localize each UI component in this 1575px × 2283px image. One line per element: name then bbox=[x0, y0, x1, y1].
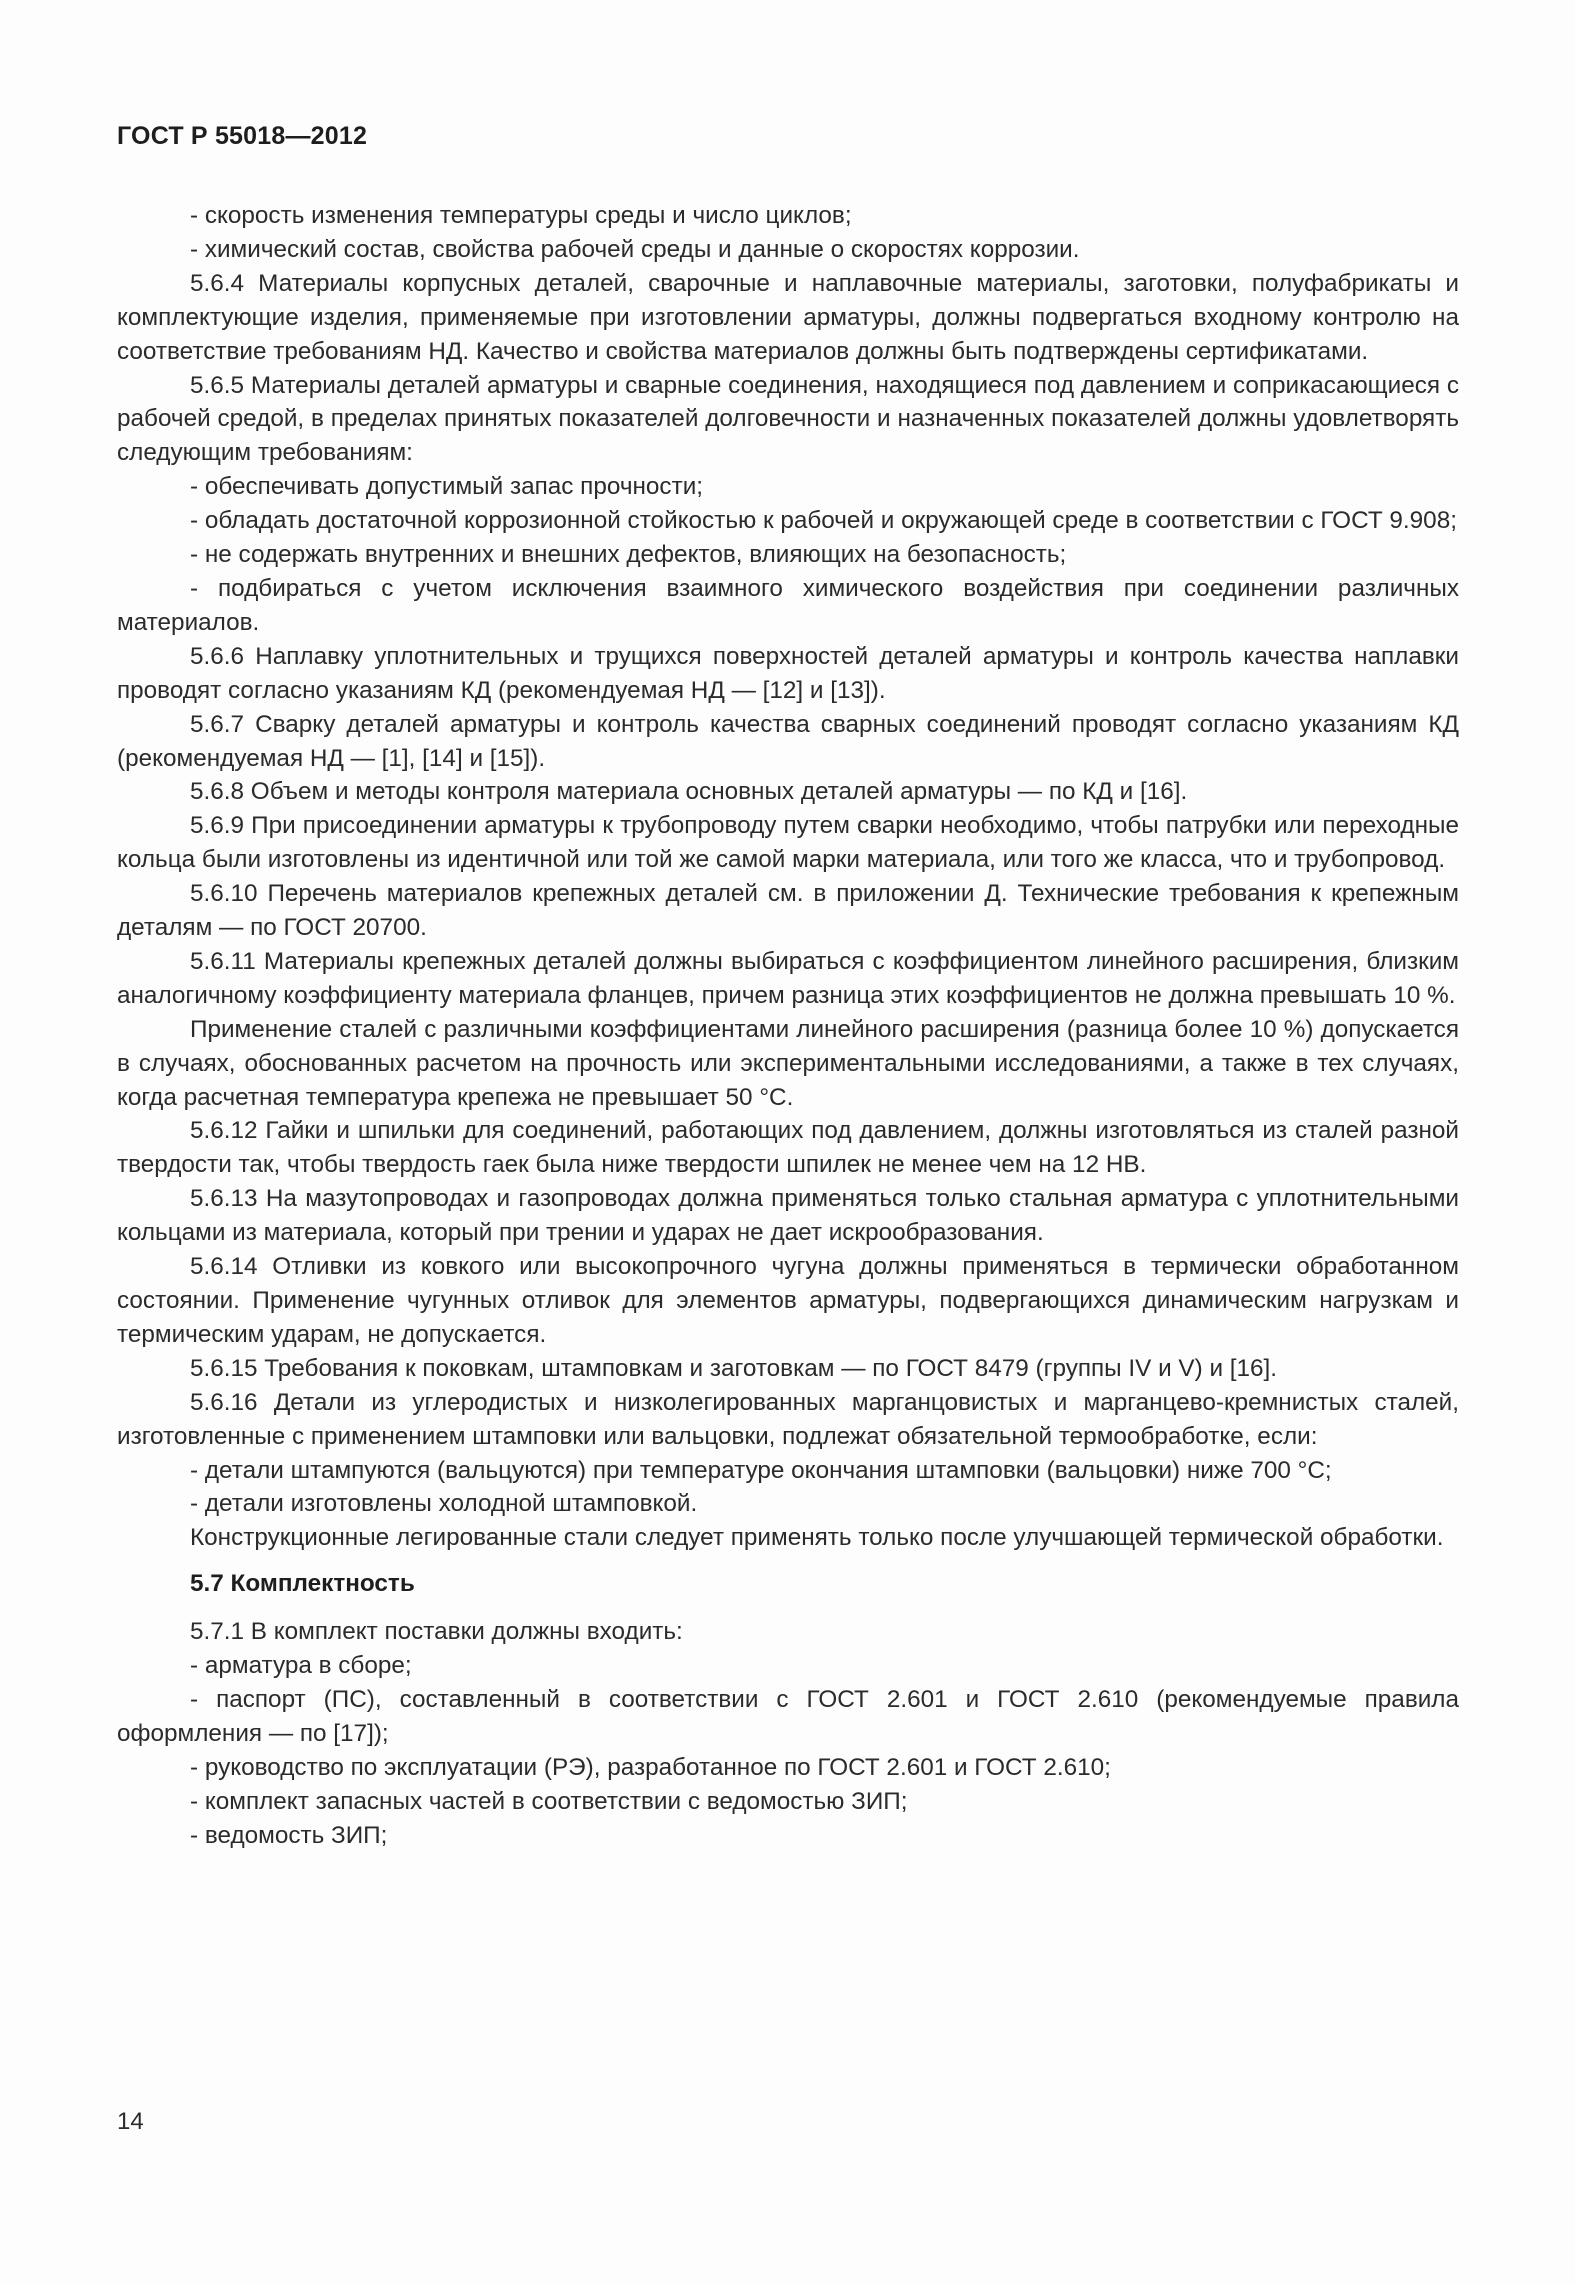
paragraph: - детали изготовлены холодной штамповкой. bbox=[190, 1490, 698, 1518]
paragraph: - комплект запасных частей в соответствии с ведомостью ЗИП; bbox=[190, 1787, 908, 1815]
paragraph: - обладать достаточной коррозионной стойкостью к рабочей и окружающей среде в соответствии с ГОСТ 9.908; bbox=[190, 507, 1457, 535]
paragraph: Применение сталей с различными коэффициентами линейного расширения (разница более 10 %) допускается в случаях, обоснованных расчетом на прочность или экспериментальными исследованиями, а также в тех случаях, когда расчетная температура крепежа не превышает 50 °С. bbox=[117, 1015, 1459, 1111]
paragraph: - не содержать внутренних и внешних дефектов, влияющих на безопасность; bbox=[190, 541, 1067, 569]
paragraph: - руководство по эксплуатации (РЭ), разработанное по ГОСТ 2.601 и ГОСТ 2.610; bbox=[190, 1753, 1111, 1781]
paragraph: 5.6.10 Перечень материалов крепежных деталей см. в приложении Д. Технические требования к крепежным деталям — по ГОСТ 20700. bbox=[117, 880, 1459, 942]
paragraph: Конструкционные легированные стали следует применять только после улучшающей термической обработки. bbox=[190, 1524, 1444, 1552]
paragraph: - арматура в сборе; bbox=[190, 1652, 412, 1680]
paragraph: 5.6.15 Требования к поковкам, штамповкам и заготовкам — по ГОСТ 8479 (группы IV и V) и [16]. bbox=[190, 1354, 1278, 1382]
paragraph: 5.6.9 При присоединении арматуры к трубопроводу путем сварки необходимо, чтобы патрубки или переходные кольца были изготовлены из идентичной или той же самой марки материала, или того же класса, что и трубопровод. bbox=[117, 812, 1459, 874]
paragraph: 5.6.12 Гайки и шпильки для соединений, работающих под давлением, должны изготовляться из сталей разной твердости так, чтобы твердость гаек была ниже твердости шпилек не менее чем на 12 НВ. bbox=[117, 1117, 1459, 1179]
paragraph: 5.6.7 Сварку деталей арматуры и контроль качества сварных соединений проводят согласно указаниям КД (рекомендуемая НД — [1], [14] и [15]). bbox=[117, 710, 1459, 772]
document-header: ГОСТ Р 55018—2012 bbox=[117, 122, 368, 150]
paragraph: - ведомость ЗИП; bbox=[190, 1821, 388, 1849]
paragraph: - детали штампуются (вальцуются) при температуре окончания штамповки (вальцовки) ниже 700 °С; bbox=[190, 1456, 1332, 1484]
paragraph: 5.6.8 Объем и методы контроля материала основных деталей арматуры — по КД и [16]. bbox=[190, 778, 1188, 806]
paragraph: 5.6.14 Отливки из ковкого или высокопрочного чугуна должны применяться в термически обработанном состоянии. Применение чугунных отливок для элементов арматуры, подвергающихся динамическим нагрузкам и термическим ударам, не допускается. bbox=[117, 1253, 1459, 1348]
paragraph: 5.7.1 В комплект поставки должны входить: bbox=[190, 1618, 683, 1646]
paragraph: - химический состав, свойства рабочей среды и данные о скоростях коррозии. bbox=[190, 235, 1080, 263]
paragraph: - подбираться с учетом исключения взаимного химического воздействия при соединении различных материалов. bbox=[117, 574, 1459, 636]
paragraph: 5.6.5 Материалы деталей арматуры и сварные соединения, находящиеся под давлением и соприкасающиеся с рабочей средой, в пределах принятых показателей долговечности и назначенных показателей должны удовлетворять следующим требованиям: bbox=[117, 371, 1459, 467]
section-heading: 5.7 Комплектность bbox=[190, 1570, 415, 1598]
paragraph: 5.6.4 Материалы корпусных деталей, сварочные и наплавочные материалы, заготовки, полуфабрикаты и комплектующие изделия, применяемые при изготовлении арматуры, должны подвергаться входному контролю на соответствие требованиям НД. Качество и свойства материалов должны быть подтверждены сертификатами. bbox=[117, 269, 1459, 365]
page-number: 14 bbox=[117, 2108, 144, 2135]
paragraph: - паспорт (ПС), составленный в соответствии с ГОСТ 2.601 и ГОСТ 2.610 (рекомендуемые правила оформления — по [17]); bbox=[117, 1685, 1459, 1747]
paragraph: 5.6.11 Материалы крепежных деталей должны выбираться с коэффициентом линейного расширения, близким аналогичному коэффициенту материала фланцев, причем разница этих коэффициентов не должна превышать 10 %. bbox=[117, 947, 1459, 1009]
paragraph: 5.6.6 Наплавку уплотнительных и трущихся поверхностей деталей арматуры и контроль качества наплавки проводят согласно указаниям КД (рекомендуемая НД — [12] и [13]). bbox=[117, 642, 1459, 704]
paragraph: 5.6.13 На мазутопроводах и газопроводах должна применяться только стальная арматура с уплотнительными кольцами из материала, который при трении и ударах не дает искрообразования. bbox=[117, 1185, 1459, 1247]
paragraph: - скорость изменения температуры среды и число циклов; bbox=[190, 202, 852, 229]
document-body bbox=[117, 199, 1459, 1853]
paragraph: - обеспечивать допустимый запас прочности; bbox=[190, 473, 704, 501]
paragraph: 5.6.16 Детали из углеродистых и низколегированных марганцовистых и марганцево-кремнистых сталей, изготовленные с применением штамповки или вальцовки, подлежат обязательной термообработке, если: bbox=[117, 1388, 1459, 1450]
